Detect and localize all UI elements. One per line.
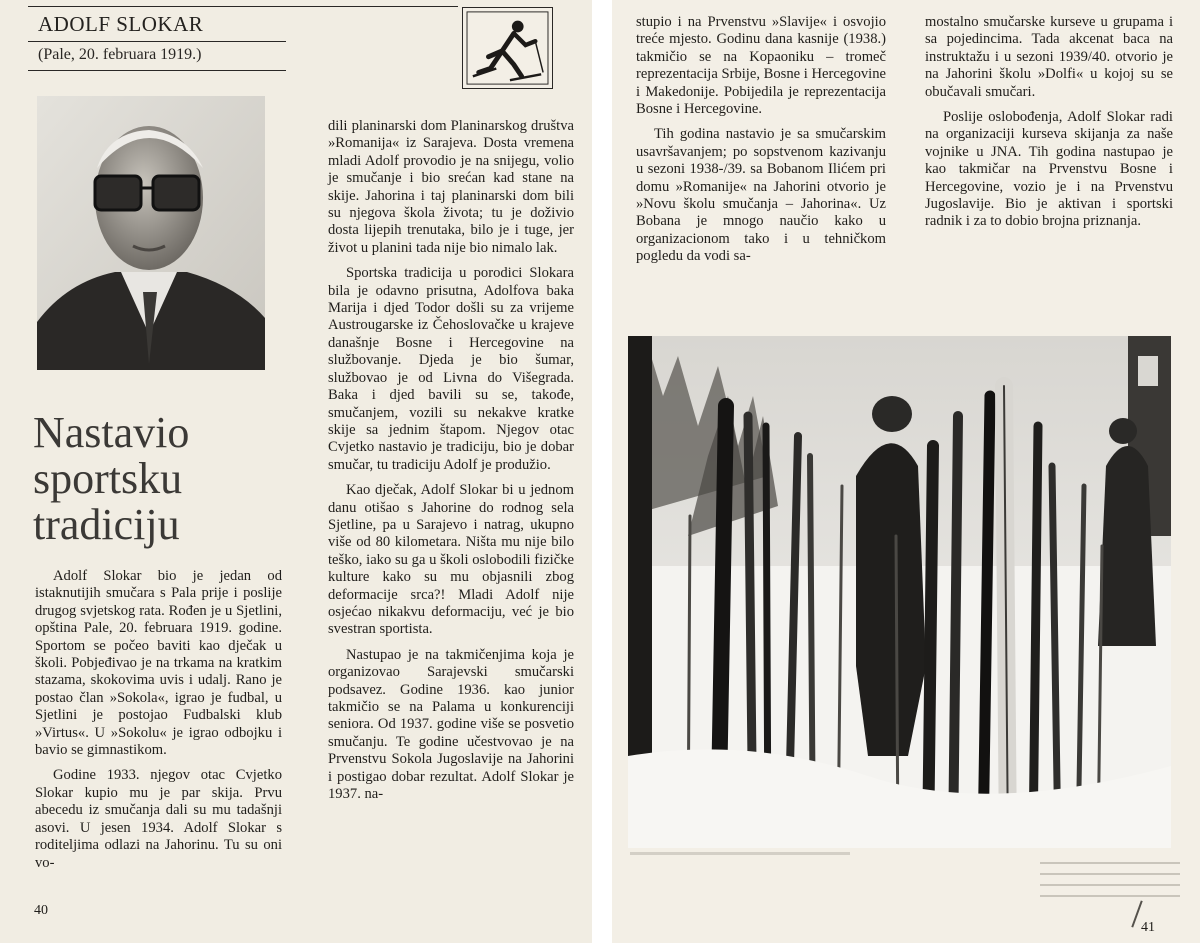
title-line: sportsku	[33, 454, 183, 503]
birth-info: (Pale, 20. februara 1919.)	[38, 46, 202, 63]
faint-caption-line	[630, 852, 850, 855]
paragraph: Tih godina nastavio je sa smučarskim usavršavanjem; po sopstvenom kazivanju u sezoni 1938-/39. sa Bobanom Ilićem pri domu »Romanije« na Jahorini otvorio je »Novu školu smučanja – Jahorina«. Uz Bobana je mnogo naučio kako u organizacionom tako i u tehničkom pogledu da vodi sa-	[636, 126, 886, 265]
bleed-through-text	[1040, 862, 1180, 922]
header-rule	[28, 41, 286, 42]
cross-country-skier-icon	[462, 7, 553, 89]
paragraph: Poslije oslobođenja, Adolf Slokar radi na organizaciji kurseva skijanja za naše vojnike u JNA. Tih godina nastupao je kao takmičar na Prvenstvu Bosne i Hercegovine, vozio je i na Prvenstvu Jugoslavije. Bio je aktivan i sportski radnik i za to dobio brojna priznanja.	[925, 109, 1173, 230]
text-column	[35, 568, 282, 872]
paragraph: Nastupao je na takmičenjima koja je organizovao Sarajevski smučarski podsavez. Godine 1936. kao junior takmičio se na Palama u konkurenciji seniora. Od 1937. godine više se posvetio smučanju. Te godine učestvovao je na Prvenstvu Sokola Jugoslavije na Jahorini i postigao dobar rezultat. Adolf Slokar je 1937. na-	[328, 646, 574, 803]
paragraph: Adolf Slokar bio je jedan od istaknutijih smučara s Pala prije i poslije drugog svjetskog rata. Rođen je u Sjetlini, opština Pale, 20. februara 1919. godine. Sportom se počeo baviti kao dječak u školi. Pobjeđivao je na trkama na kratkim stazama, skokovima uvis i udalj. Rano je postao član »Sokola«, igrao je fudbal, u Sjetlini je postojao Fudbalski klub »Virtus«. U »Sokolu« je igrao odbojku i bavio se gimnastikom.	[35, 568, 282, 759]
text-column	[636, 14, 886, 266]
header-rule	[28, 6, 458, 7]
paragraph: mostalno smučarske kurseve u grupama i sa pojedincima. Tada akcenat baca na instruktažu i u sezoni 1939/40. otvorio je na Jahorini školu »Dolfi« u kojoj su se obučavali smučari.	[925, 14, 1173, 100]
title-line: Nastavio	[33, 408, 190, 457]
page-number: 41	[1141, 920, 1155, 935]
left-page	[0, 0, 592, 943]
article-title	[33, 410, 293, 548]
page-gutter	[592, 0, 612, 943]
author-portrait	[37, 96, 265, 370]
author-name: ADOLF SLOKAR	[38, 12, 204, 36]
paragraph: Godine 1933. njegov otac Cvjetko Slokar kupio mu je par skija. Prvu abecedu iz smučanja dali su mu tadašnji asovi. U jesen 1934. Adolf Slokar s roditeljima odlazi na Jahorinu. Tu su oni vo-	[35, 767, 282, 871]
paragraph: stupio i na Prvenstvu »Slavije« i osvojio treće mjesto. Godinu dana kasnije (1938.) takmičio se na Kopaoniku – tromeč reprezentacija Srbije, Bosne i Hercegovine i Makedonije. Pobijedila je reprezentacija Bosne i Hercegovine.	[636, 14, 887, 118]
header-rule	[28, 70, 286, 71]
text-column	[925, 14, 1173, 231]
title-line: tradiciju	[33, 500, 180, 549]
paragraph: Sportska tradicija u porodici Slokara bila je odavno prisutna, Adolfova baka Marija i djed Todor došli su za vrijeme Austrougarske iz Čehoslovačke u krajeve današnje Bosne i Hercegovine na službovanje. Djeda je bio šumar, službovao je od Livna do Višegrada. Baka i djed bavili su se, takođe, smučanjem, vozili su nekakve kratke skije sa jednim štapom. Njegov otac Cvjetko nastavio je tradiciju, bio je dobar smučar, tu tradiciju Adolf je produžio.	[328, 265, 574, 473]
page-number: 40	[34, 903, 48, 918]
text-column	[328, 118, 574, 803]
paragraph: dili planinarski dom Planinarskog društva »Romanija« iz Sarajeva. Dosta vremena mladi Adolf provodio je na snijegu, volio je smučanje i bio srećan kad stane na skije. Jahorina i taj planinarski dom bili su njegova škola života; tu je doživio dosta lijepih trenutaka, bilo je i tuge, jer život u planini tada nije bio nimalo lak.	[328, 118, 574, 256]
paragraph: Kao dječak, Adolf Slokar bi u jednom danu otišao s Jahorine do rodnog sela Sjetline, pa u Sarajevo i natrag, ukupno više od 80 kilometara. Ništa mu nije bilo teško, iako su ga u školi oslobodili fizičke kulture kako su mu objasnili zbog deformacije srca?! Mladi Adolf nije osjećao nikakvu deformaciju, već je bio svestran sportista.	[328, 482, 574, 638]
skis-in-snow-photo	[628, 336, 1171, 848]
